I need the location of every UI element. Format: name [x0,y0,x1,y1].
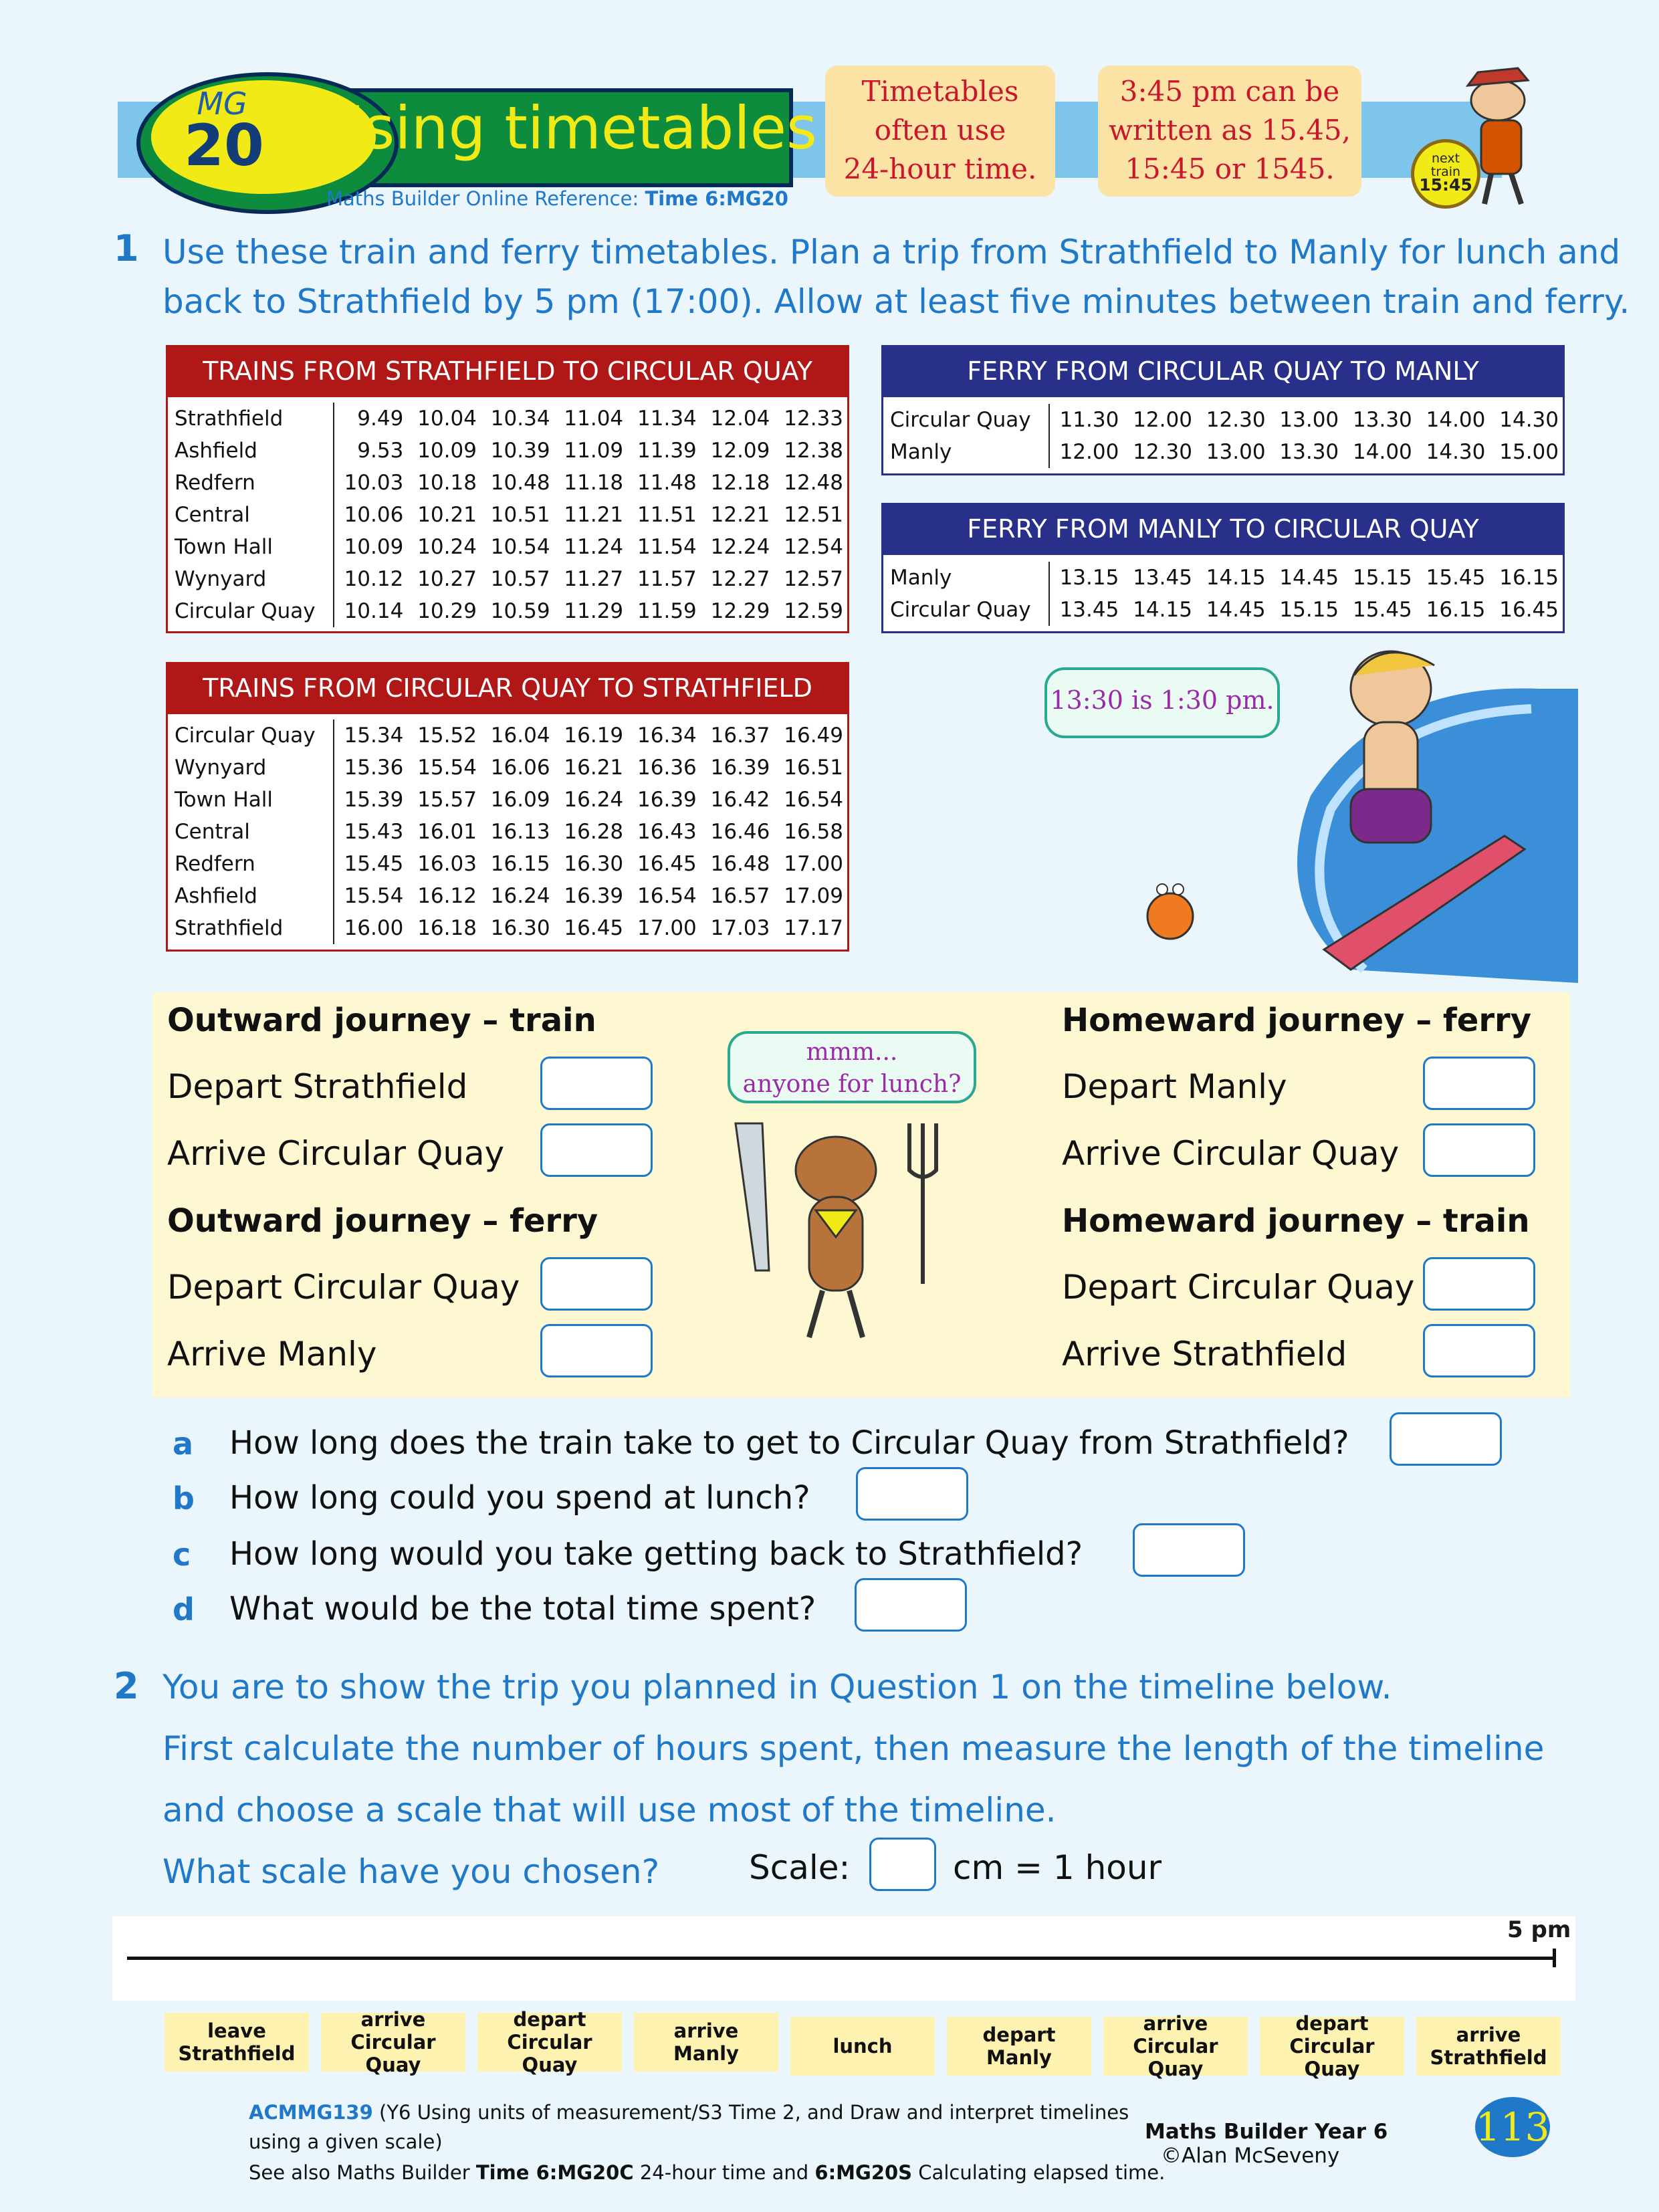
note-24-hour: Timetables often use 24-hour time. [825,66,1055,197]
departure-time: 15.34 [344,724,404,748]
departure-time: 10.24 [417,535,477,559]
station-name: Strathfield [168,403,334,435]
table-row [168,531,847,563]
departure-time: 15.54 [344,884,404,908]
departure-time: 10.03 [344,471,404,495]
timeline-label [321,2008,465,2076]
departure-time: 16.01 [417,820,477,844]
timetable-grid [168,720,847,944]
departure-time: 16.39 [710,756,770,780]
question-2-line-3: and choose a scale that will use most of the timeline. [162,1791,1057,1830]
timeline-label-text: Manly [673,2042,739,2065]
table-title: FERRY FROM CIRCULAR QUAY TO MANLY [881,345,1565,397]
departure-time: 16.12 [417,884,477,908]
timetable-grid [883,404,1563,468]
departure-time: 14.15 [1133,598,1192,622]
departure-time: 16.48 [710,852,770,876]
heading-homeward-ferry: Homeward journey – ferry [1062,1002,1531,1039]
timeline-line [127,1957,1555,1960]
label-depart-strathfield: Depart Strathfield [167,1067,468,1106]
departure-time: 16.30 [490,916,550,940]
timeline-end-label: 5 pm [1507,1916,1571,1943]
departure-time: 17.09 [784,884,843,908]
question-1-line-1: Use these train and ferry timetables. Plan a trip from Strathfield to Manly for lunch and [162,233,1621,271]
input-depart-circular-quay-outward[interactable] [540,1257,653,1311]
timeline-label-text: Circular Quay [1289,2035,1375,2080]
table-row [883,404,1563,436]
sub-question-b-text: How long could you spend at lunch? [229,1479,810,1517]
departure-time: 15.00 [1499,440,1559,464]
footer-curriculum-line-1: ACMMG139 (Y6 Using units of measurement/S3 Time 2, and Draw and interpret timelines [249,2101,1129,2124]
departure-time: 9.53 [357,439,404,463]
sub-question-b-letter: b [173,1480,195,1517]
departure-time: 16.18 [417,916,477,940]
departure-time: 12.30 [1206,408,1266,432]
departure-time: 16.28 [564,820,624,844]
table-row [168,720,847,752]
departure-time: 9.49 [357,407,404,431]
departure-time: 12.04 [710,407,770,431]
timeline-label [1103,2012,1248,2080]
answer-box-d[interactable] [855,1578,967,1632]
table-row [168,784,847,816]
timeline-label [1416,2017,1561,2076]
table-row [883,562,1563,594]
departure-time: 13.45 [1059,598,1119,622]
departure-time: 10.34 [490,407,550,431]
surfer-cartoon-icon [1070,635,1578,983]
departure-time: 12.48 [784,471,843,495]
departure-time: 11.24 [564,535,624,559]
station-name: Redfern [168,467,334,499]
sub-question-c-text: How long would you take getting back to Strathfield? [229,1535,1083,1573]
departure-time: 16.37 [710,724,770,748]
mouse-cartoon-icon [709,1110,976,1351]
scale-unit: cm = 1 hour [953,1848,1162,1887]
question-2-line-4: What scale have you chosen? [162,1852,660,1891]
timeline-label [164,2013,309,2072]
departure-time: 10.04 [417,407,477,431]
station-name: Circular Quay [883,404,1049,436]
departure-time: 16.43 [637,820,697,844]
departure-time: 15.36 [344,756,404,780]
table-row [168,403,847,435]
departure-time: 16.06 [490,756,550,780]
departure-time: 17.17 [784,916,843,940]
departure-time: 13.00 [1206,440,1266,464]
footer-author: ©Alan McSeveny [1161,2144,1340,2168]
departure-time: 16.45 [564,916,624,940]
departure-time: 12.57 [784,567,843,591]
sub-question-d-text: What would be the total time spent? [229,1590,816,1628]
timeline-label-text: depart [982,2023,1056,2046]
label-arrive-circular-quay-homeward: Arrive Circular Quay [1062,1134,1400,1173]
scale-input[interactable] [869,1838,936,1891]
badge-strand: MG [197,86,247,122]
station-name: Ashfield [168,435,334,467]
departure-time: 11.57 [637,567,697,591]
timeline-label-text: arrive [1456,2023,1521,2046]
departure-time: 12.24 [710,535,770,559]
table-row [168,499,847,531]
timeline-label-text: Strathfield [178,2042,296,2065]
departure-time: 14.45 [1206,598,1266,622]
departure-time: 12.54 [784,535,843,559]
label-depart-circular-quay-homeward: Depart Circular Quay [1062,1268,1415,1307]
label-depart-manly: Depart Manly [1062,1067,1287,1106]
label-depart-circular-quay-outward: Depart Circular Quay [167,1268,520,1307]
input-arrive-circular-quay-outward[interactable] [540,1123,653,1177]
departure-time: 13.30 [1353,408,1412,432]
departure-time: 12.33 [784,407,843,431]
departure-time: 16.21 [564,756,624,780]
table-row [168,752,847,784]
timeline-label-text: Manly [986,2046,1052,2069]
departure-time: 16.39 [564,884,624,908]
departure-time: 17.03 [710,916,770,940]
badge-number: 20 [184,112,264,179]
station-name: Central [168,499,334,531]
table-row [168,595,847,627]
station-name: Wynyard [168,563,334,595]
table-title: FERRY FROM MANLY TO CIRCULAR QUAY [881,503,1565,555]
table-ferry-cq-to-manly [881,345,1565,475]
table-row [883,436,1563,468]
station-name: Manly [883,562,1049,594]
departure-time: 16.49 [784,724,843,748]
departure-time: 15.54 [417,756,477,780]
question-2-line-1: You are to show the trip you planned in Question 1 on the timeline below. [162,1668,1392,1706]
table-row [168,880,847,912]
timeline-label-text: depart [1295,2012,1369,2035]
departure-time: 16.39 [637,788,697,812]
timeline-label [477,2008,622,2076]
station-name: Circular Quay [168,595,334,627]
timeline-label-text: leave [207,2019,266,2042]
departure-time: 16.51 [784,756,843,780]
departure-time: 15.15 [1353,566,1412,590]
departure-time: 10.54 [490,535,550,559]
input-arrive-manly[interactable] [540,1324,653,1377]
departure-time: 10.09 [344,535,404,559]
departure-time: 10.57 [490,567,550,591]
timeline-label-text: Circular Quay [507,2031,592,2076]
departure-time: 16.45 [1499,598,1559,622]
timeline-label-text: Circular Quay [1133,2035,1218,2080]
answer-box-c[interactable] [1133,1523,1245,1577]
answer-box-a[interactable] [1390,1412,1502,1466]
departure-time: 11.27 [564,567,624,591]
departure-time: 11.09 [564,439,624,463]
timeline-label [1260,2012,1404,2080]
footer-see-also: See also Maths Builder Time 6:MG20C 24-hour time and 6:MG20S Calculating elapsed time. [249,2161,1166,2184]
departure-time: 16.54 [784,788,843,812]
label-arrive-strathfield: Arrive Strathfield [1062,1335,1347,1373]
station-name: Ashfield [168,880,334,912]
timeline-label [790,2017,935,2076]
departure-time: 16.58 [784,820,843,844]
sub-question-c-letter: c [173,1537,191,1573]
label-arrive-manly: Arrive Manly [167,1335,377,1373]
departure-time: 12.51 [784,503,843,527]
table-row [168,467,847,499]
question-2-number: 2 [114,1665,139,1707]
departure-time: 13.45 [1133,566,1192,590]
station-name: Redfern [168,848,334,880]
departure-time: 10.48 [490,471,550,495]
sub-question-a-text: How long does the train take to get to Circular Quay from Strathfield? [229,1424,1349,1462]
departure-time: 10.59 [490,599,550,623]
departure-time: 14.45 [1279,566,1339,590]
departure-time: 11.59 [637,599,697,623]
departure-time: 16.24 [564,788,624,812]
departure-time: 11.21 [564,503,624,527]
station-name: Town Hall [168,531,334,563]
departure-time: 10.18 [417,471,477,495]
timeline-label-text: depart [513,2008,586,2031]
input-arrive-strathfield[interactable] [1423,1324,1535,1377]
departure-time: 12.00 [1133,408,1192,432]
speech-bubble-lunch: mmm... anyone for lunch? [728,1031,976,1103]
station-name: Wynyard [168,752,334,784]
table-row [168,435,847,467]
departure-time: 12.21 [710,503,770,527]
timeline-label-text: arrive [1143,2012,1208,2035]
departure-time: 14.00 [1426,408,1486,432]
departure-time: 15.57 [417,788,477,812]
input-depart-strathfield[interactable] [540,1057,653,1110]
timeline-label [947,2017,1091,2076]
input-depart-manly[interactable] [1423,1057,1535,1110]
departure-time: 10.29 [417,599,477,623]
timeline-label-text: lunch [833,2035,893,2058]
departure-time: 11.18 [564,471,624,495]
heading-homeward-train: Homeward journey – train [1062,1202,1530,1240]
departure-time: 12.38 [784,439,843,463]
departure-time: 16.45 [637,852,697,876]
station-name: Town Hall [168,784,334,816]
departure-time: 16.46 [710,820,770,844]
table-row [168,563,847,595]
question-1-number: 1 [114,227,139,269]
departure-time: 12.00 [1059,440,1119,464]
station-name: Central [168,816,334,848]
timeline-label-text: Strathfield [1430,2046,1547,2069]
table-title: TRAINS FROM STRATHFIELD TO CIRCULAR QUAY [166,345,849,397]
speech-bubble-surfer: 13:30 is 1:30 pm. [1044,667,1280,738]
departure-time: 13.00 [1279,408,1339,432]
sub-question-a-letter: a [173,1426,194,1462]
question-2-line-2: First calculate the number of hours spent, then measure the length of the timeline [162,1729,1545,1768]
departure-time: 16.13 [490,820,550,844]
departure-time: 16.19 [564,724,624,748]
departure-time: 15.52 [417,724,477,748]
station-name: Manly [883,436,1049,468]
timeline-label-text: arrive [360,2008,426,2031]
departure-time: 16.03 [417,852,477,876]
departure-time: 16.15 [1499,566,1559,590]
table-trains-strathfield-to-cq [166,345,849,633]
departure-time: 16.24 [490,884,550,908]
departure-time: 15.43 [344,820,404,844]
departure-time: 10.14 [344,599,404,623]
station-name: Circular Quay [883,594,1049,626]
departure-time: 12.18 [710,471,770,495]
departure-time: 11.39 [637,439,697,463]
online-reference: Maths Builder Online Reference: Time 6:MG20 [326,187,788,210]
departure-time: 15.45 [1426,566,1486,590]
departure-time: 11.34 [637,407,697,431]
question-1-line-2: back to Strathfield by 5 pm (17:00). Allow at least five minutes between train and ferry. [162,282,1630,321]
departure-time: 13.15 [1059,566,1119,590]
departure-time: 10.27 [417,567,477,591]
station-name: Strathfield [168,912,334,944]
departure-time: 16.15 [490,852,550,876]
departure-time: 15.45 [1353,598,1412,622]
departure-time: 16.57 [710,884,770,908]
departure-time: 14.00 [1353,440,1412,464]
departure-time: 11.54 [637,535,697,559]
departure-time: 12.29 [710,599,770,623]
note-time-formats: 3:45 pm can be written as 15.45, 15:45 or 1545. [1098,66,1361,197]
departure-time: 16.42 [710,788,770,812]
departure-time: 16.09 [490,788,550,812]
departure-time: 16.00 [344,916,404,940]
departure-time: 10.21 [417,503,477,527]
timeline-label-text: arrive [673,2019,739,2042]
departure-time: 15.39 [344,788,404,812]
departure-time: 12.30 [1133,440,1192,464]
input-depart-circular-quay-homeward[interactable] [1423,1257,1535,1311]
departure-time: 16.34 [637,724,697,748]
table-ferry-manly-to-cq [881,503,1565,633]
departure-time: 12.27 [710,567,770,591]
departure-time: 16.54 [637,884,697,908]
departure-time: 11.48 [637,471,697,495]
departure-time: 16.30 [564,852,624,876]
departure-time: 16.04 [490,724,550,748]
departure-time: 11.51 [637,503,697,527]
timetable-grid [883,562,1563,626]
next-train-badge: next train 15:45 [1411,139,1480,209]
station-name: Circular Quay [168,720,334,752]
departure-time: 17.00 [637,916,697,940]
table-title: TRAINS FROM CIRCULAR QUAY TO STRATHFIELD [166,662,849,714]
heading-outward-ferry: Outward journey – ferry [167,1202,598,1240]
departure-time: 14.30 [1426,440,1486,464]
departure-time: 12.59 [784,599,843,623]
page-title: Using timetables [321,94,817,162]
departure-time: 16.36 [637,756,697,780]
departure-time: 15.15 [1279,598,1339,622]
page-number: 113 [1475,2097,1550,2157]
departure-time: 13.30 [1279,440,1339,464]
departure-time: 11.30 [1059,408,1119,432]
departure-time: 11.29 [564,599,624,623]
departure-time: 10.09 [417,439,477,463]
table-trains-cq-to-strathfield [166,662,849,952]
departure-time: 16.15 [1426,598,1486,622]
table-row [168,848,847,880]
heading-outward-train: Outward journey – train [167,1002,596,1039]
footer-book-title: Maths Builder Year 6 [1145,2120,1388,2144]
scale-label: Scale: [749,1848,851,1887]
departure-time: 15.45 [344,852,404,876]
footer-curriculum-line-2: using a given scale) [249,2130,443,2153]
answer-box-b[interactable] [856,1467,968,1521]
timetable-grid [168,403,847,627]
table-row [883,594,1563,626]
timeline-label [634,2013,778,2072]
departure-time: 14.30 [1499,408,1559,432]
departure-time: 10.51 [490,503,550,527]
label-arrive-circular-quay-outward: Arrive Circular Quay [167,1134,505,1173]
departure-time: 10.39 [490,439,550,463]
input-arrive-circular-quay-homeward[interactable] [1423,1123,1535,1177]
departure-time: 11.04 [564,407,624,431]
table-row [168,912,847,944]
departure-time: 10.06 [344,503,404,527]
departure-time: 12.09 [710,439,770,463]
table-row [168,816,847,848]
timeline-end-tick [1553,1949,1556,1967]
departure-time: 14.15 [1206,566,1266,590]
timeline-label-text: Circular Quay [350,2031,436,2076]
departure-time: 10.12 [344,567,404,591]
sub-question-d-letter: d [173,1591,195,1628]
departure-time: 17.00 [784,852,843,876]
